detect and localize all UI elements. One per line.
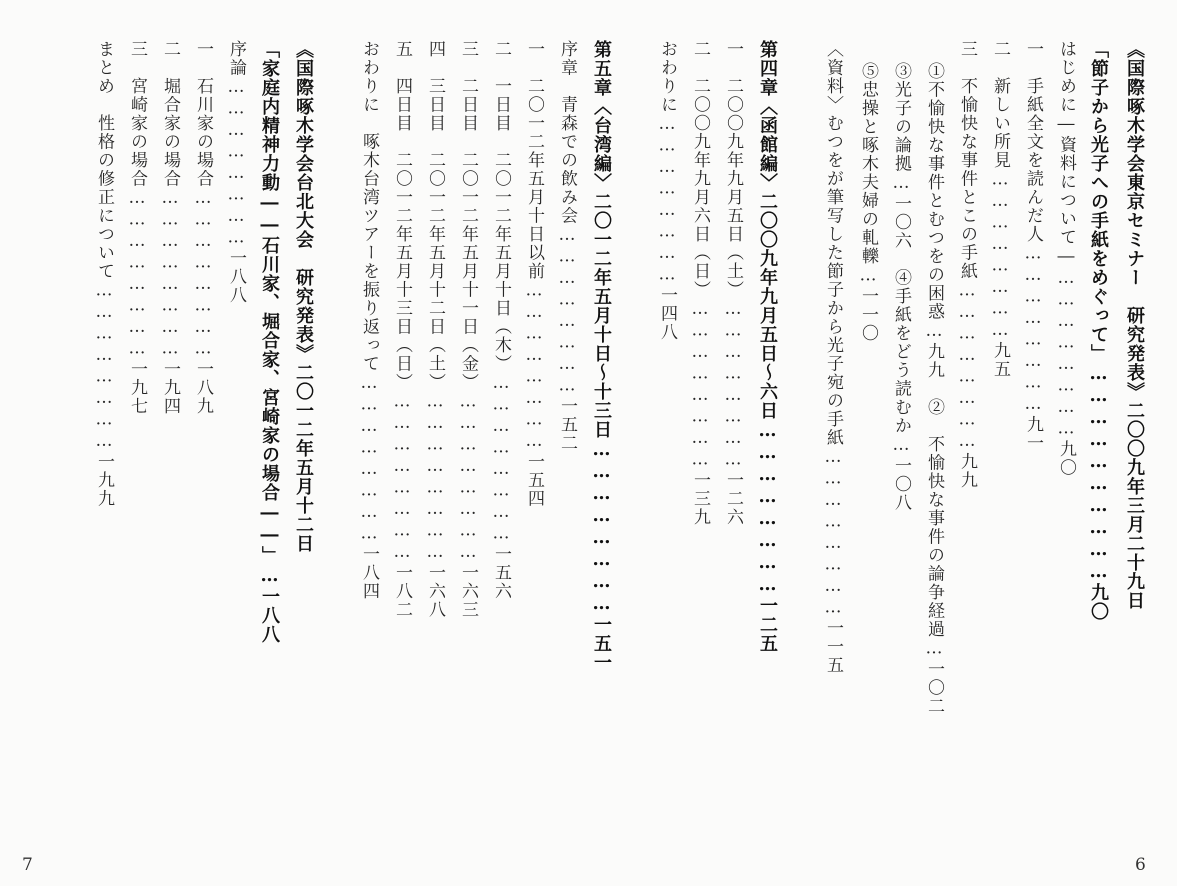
chapter-4-heading: 第四章〈函館編〉二〇〇九年九月五日～六日……………………一二五 (757, 40, 778, 653)
toc-subentry-3-4: ③光子の論拠…一〇六 ④手紙をどう読むか…一〇八 (891, 62, 911, 512)
toc-entry-introduction: 序論……………………一八八 (226, 40, 246, 305)
toc-entry-ch5-4: 四 三日目 二〇一二年五月十二日（土）……………………一六八 (425, 40, 445, 619)
toc-entry-appendix: 〈資料〉むつをが筆写した節子から光子宛の手紙……………………一一五 (823, 40, 843, 675)
toc-entry-ch4-1: 一 二〇〇九年九月五日（土）……………………一二六 (723, 40, 743, 527)
toc-entry-ch5-2: 二 一日目 二〇一二年五月十日（木）……………………一五六 (491, 40, 511, 601)
toc-entry-ch5-end: おわりに 啄木台湾ツアーを振り返って……………………一八四 (359, 40, 379, 601)
seminar-heading-taipei: 《国際啄木学会台北大会 研究発表》二〇一二年五月十二日 (293, 40, 314, 553)
toc-subentry-1-2: ①不愉快な事件とむつをの困惑…九九 ② 不愉快な事件の論争経過…一〇二 (924, 62, 944, 716)
seminar-heading-tokyo: 《国際啄木学会東京セミナー 研究発表》二〇〇九年三月二十九日 (1124, 40, 1145, 610)
toc-entry-ch5-3: 三 二日目 二〇一二年五月十一日（金）……………………一六三 (458, 40, 478, 619)
paper-title-family-dynamics: 「家庭内精神力動――石川家、堀合家、宮崎家の場合――」…一八八 (259, 40, 280, 644)
toc-entry-miyazaki: 三 宮崎家の場合……………………一九七 (127, 40, 147, 416)
toc-entry-2: 二 新しい所見……………………九五 (990, 40, 1010, 379)
page-number-left: 7 (22, 855, 33, 875)
toc-entry-3: 三 不愉快な事件とこの手紙……………………九九 (957, 40, 977, 490)
toc-entry-1: 一 手紙全文を読んだ人……………………九一 (1023, 40, 1043, 453)
toc-entry-ch5-1: 一 二〇一二年五月十日以前……………………一五四 (524, 40, 544, 508)
toc-entry-ch4-2: 二 二〇〇九年九月六日（日）……………………一三九 (690, 40, 710, 527)
toc-entry-ch4-end: おわりに……………………一四八 (657, 40, 677, 342)
toc-entry-ch5-prologue: 序章 青森での飲み会……………………一五二 (557, 40, 577, 453)
paper-title-setsuko-letter: 「節子から光子への手紙をめぐって」…………………………九〇 (1088, 40, 1109, 621)
toc-entry-ishikawa: 一 石川家の場合……………………一八九 (193, 40, 213, 416)
toc-entry-summary: まとめ 性格の修正について……………………一九九 (94, 40, 114, 508)
toc-entry-intro: はじめに―資料について―……………………九〇 (1056, 40, 1076, 477)
toc-subentry-5: ⑤忠操と啄木夫婦の軋轢…一一〇 (858, 62, 878, 343)
toc-entry-horiai: 二 堀合家の場合……………………一九四 (160, 40, 180, 416)
toc-entry-ch5-5: 五 四日目 二〇一二年五月十三日（日）……………………一八二 (392, 40, 412, 619)
chapter-5-heading: 第五章〈台湾編〉二〇一二年五月十日～十三日……………………一五一 (591, 40, 612, 672)
page-number-right: 6 (1135, 855, 1146, 875)
